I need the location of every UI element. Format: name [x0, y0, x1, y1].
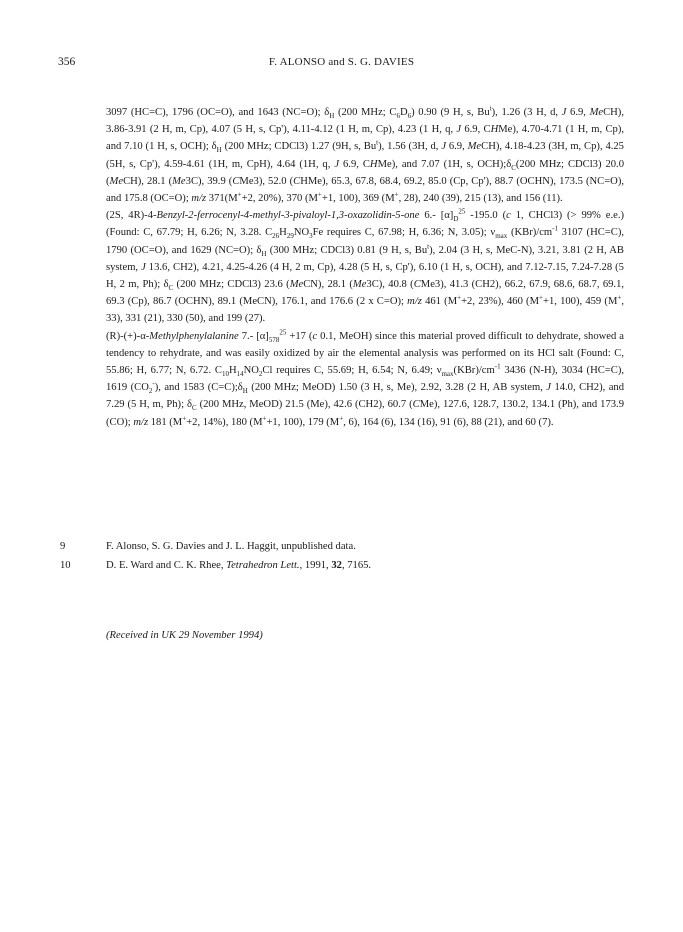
text-run: 2: [148, 387, 153, 396]
text-run: NO: [293, 227, 310, 239]
text-run: J: [546, 382, 551, 394]
text-run: , 1991,: [299, 560, 332, 571]
text-run: -195.0 (: [465, 210, 507, 222]
text-run: H: [490, 124, 499, 136]
text-run: Methylphenylalanine: [149, 330, 239, 342]
text-run: 0.1, MeOH) since this material proved difficult to dehydrate, showed a tendency to rehydrate, and was easily oxidized by air the elemental analysis was performed on its HCl salt (Found: C, 55.86; H, 6.77; N, 6.72. C: [106, 330, 624, 377]
text-run: (200 MHz; CDCl3) 1.27 (9H, s, Bu: [221, 141, 377, 153]
text-run: 578: [268, 335, 280, 344]
text-run: ), 1.26 (3 H, d,: [491, 107, 562, 118]
text-run: +1, 100), 179 (M: [266, 416, 340, 428]
reference-item: [60, 556, 624, 575]
text-run: 2: [258, 370, 263, 379]
text-run: 3436 (N-H), 3034 (HC=C), 1619 (CO: [106, 365, 624, 394]
text-run: 32: [331, 560, 342, 571]
text-run: +: [617, 293, 622, 302]
running-title: F. ALONSO and S. G. DAVIES: [268, 56, 415, 68]
text-run: J: [456, 124, 462, 136]
paragraph: [106, 207, 624, 327]
text-run: (KBr)/cm: [507, 227, 553, 239]
text-run: H: [216, 146, 222, 155]
text-run: 461 (M: [421, 296, 458, 308]
text-run: J: [334, 158, 340, 170]
text-run: 3C), 39.9 (: [185, 175, 233, 187]
text-run: +: [539, 293, 543, 302]
text-run: H: [242, 387, 248, 396]
text-run: t: [489, 104, 492, 113]
text-run: H: [369, 158, 378, 170]
text-run: D. E. Ward and C. K. Rhee,: [106, 560, 227, 571]
text-run: 7.- [α]: [238, 330, 269, 342]
text-run: D: [399, 107, 408, 118]
text-run: +17 (: [286, 330, 313, 342]
text-run: Cl requires C, 55.69; H, 6.54; N, 6.49; ν: [262, 365, 442, 377]
text-run: C: [511, 163, 516, 172]
text-run: +: [317, 190, 322, 199]
running-header: [0, 56, 683, 72]
text-run: -: [152, 379, 155, 388]
text-run: ), 2.04 (3 H, s, MeC-N), 3.21, 3.81 (2 H, AB system,: [106, 244, 624, 273]
text-run: +: [339, 414, 344, 423]
paragraph: [106, 104, 624, 207]
text-run: (2S, 4R)-4-: [106, 210, 157, 222]
text-run: ) 0.90 (9 H, s, Bu: [411, 107, 490, 118]
text-run: 6: [396, 112, 400, 121]
text-run: 3097 (HC=C), 1796 (OC=O), and 1643 (NC=O); δ: [106, 107, 330, 118]
text-run: 371(M: [206, 193, 238, 205]
text-run: Me3), 41.3 (CH2), 66.2, 67.9, 68.6, 68.7, 69.1, 69.3 (Cp), 86.7 (OCHN), 89.1 (MeCN), 176.1, and 176.6 (2 x C=O);: [106, 279, 625, 308]
text-run: CH), 28.1 (: [123, 175, 173, 187]
text-run: CH), 3.86-3.91 (2 H, m, Cp), 4.07 (5 H, s, Cp'), 4.11-4.12 (1 H, m, Cp), 4.23 (1 H, q,: [106, 107, 624, 136]
text-run: , 28), 240 (39), 215 (13), and 156 (11).: [398, 193, 563, 205]
text-run: H: [329, 112, 335, 121]
text-run: ), 1.56 (3H, d,: [378, 141, 442, 153]
text-run: (200 MHz; C: [334, 107, 397, 118]
text-run: Me), 4.70-4.71 (1 H, m, Cp), and 7.10 (1 H, s, OCH); δ: [106, 124, 624, 153]
text-run: +: [394, 190, 399, 199]
text-run: max: [495, 232, 508, 241]
text-run: t: [376, 138, 379, 147]
text-run: (200 MHz, MeOD) 21.5 (Me), 42.6 (CH2), 60.7 (: [196, 399, 413, 411]
text-run: 6.9,: [566, 107, 590, 118]
text-run: Me: [109, 175, 124, 187]
text-run: +2, 14%), 180 (M: [186, 416, 263, 428]
text-run: C: [168, 284, 174, 293]
text-run: Fe requires C, 67.98; H, 6.36; N, 3.05); ν: [312, 227, 496, 239]
text-run: max: [441, 370, 454, 379]
text-run: 29: [286, 232, 294, 241]
text-run: (R)-(+)-α-: [106, 330, 150, 342]
text-run: CN), 28.1 (: [303, 279, 353, 291]
text-run: +: [262, 414, 267, 423]
text-run: 25: [458, 207, 466, 216]
text-run: c: [506, 210, 511, 222]
text-run: Me: [289, 279, 304, 291]
text-run: +1, 100), 369 (M: [321, 193, 395, 205]
text-run: 13.6, CH2), 4.21, 4.25-4.26 (4 H, 2 m, Cp), 4.28 (5 H, s, Cp'), 6.10 (1 H, s, OCH), and 7.12-7.15, 7.24-7.28 (5 H, 2 m, Ph); δ: [106, 261, 624, 291]
experimental-text: [106, 104, 624, 431]
text-run: 3107 (HC=C), 1790 (OC=O), and 1629 (NC=O); δ: [106, 227, 624, 256]
reference-text: [106, 537, 624, 556]
text-run: C: [413, 279, 421, 291]
text-run: 6: [407, 112, 412, 121]
text-run: +: [237, 190, 242, 199]
text-run: Me), 127.6, 128.7, 130.2, 134.1 (Ph), and 173.9 (CO);: [106, 399, 624, 428]
text-run: , 6), 164 (6), 134 (16), 91 (6), 88 (21), and 60 (7).: [343, 416, 554, 428]
text-run: 6.9,: [446, 141, 468, 153]
text-run: 14.0, CH2), and 7.29 (5 H, m, Ph); δ: [106, 382, 624, 411]
text-run: +2, 20%), 370 (M: [241, 193, 318, 205]
text-run: Me: [172, 175, 186, 187]
text-run: c: [312, 330, 318, 342]
text-run: Me), and 7.07 (1H, s, OCH);δ: [377, 158, 512, 170]
text-run: H: [261, 249, 267, 258]
text-run: C: [412, 399, 420, 411]
text-run: H: [279, 227, 287, 239]
text-run: 6.- [α]: [419, 210, 454, 222]
reference-number: 10: [60, 560, 71, 571]
text-run: Tetrahedron Lett.: [226, 560, 300, 571]
text-run: (300 MHz; CDCl3) 0.81 (9 H, s, Bu: [266, 244, 428, 256]
text-run: C: [293, 175, 301, 187]
text-run: t: [427, 242, 430, 251]
text-run: C: [232, 175, 240, 187]
text-run: Me3), 52.0 (: [239, 175, 294, 187]
reference-number: 9: [60, 541, 66, 552]
text-run: 1, CHCl3) (> 99% e.e.) (Found: C, 67.79; H, 6.26; N, 3.28. C: [106, 210, 624, 239]
text-run: 25: [279, 328, 287, 337]
text-run: +: [457, 293, 462, 302]
text-run: J: [561, 107, 567, 118]
text-run: (200 MHz; MeOD) 1.50 (3 H, s, Me), 2.92, 3.28 (2 H, AB system,: [247, 382, 547, 394]
text-run: -1: [552, 224, 558, 233]
text-run: 26: [272, 232, 280, 241]
text-run: Me: [352, 279, 367, 291]
reference-item: [60, 537, 624, 556]
text-run: C: [191, 404, 197, 413]
text-run: Benzyl-2-ferrocenyl-4-methyl-3-pivaloyl-1,3-oxazolidin-5-one: [156, 210, 420, 222]
paragraph: [106, 328, 624, 431]
text-run: -1: [494, 362, 501, 371]
text-run: H: [228, 365, 237, 377]
text-run: (200 MHz; CDCl3) 23.6 (: [173, 279, 290, 291]
received-date: (Received in UK 29 November 1994): [106, 630, 263, 641]
text-run: m/z: [191, 193, 207, 205]
text-run: ), and 1583 (C=C);δ: [154, 382, 243, 394]
text-run: +: [182, 414, 187, 423]
text-run: D: [453, 215, 459, 224]
text-run: 3: [309, 232, 313, 241]
text-run: Me: [467, 141, 482, 153]
text-run: m/z: [407, 296, 422, 308]
text-run: (KBr)/cm: [453, 365, 495, 377]
text-run: 181 (M: [148, 416, 183, 428]
text-run: J: [441, 141, 447, 153]
text-run: , 7165.: [341, 560, 372, 571]
text-run: +1, 100), 459 (M: [542, 296, 618, 308]
text-run: 3C), 40.8 (: [366, 279, 414, 291]
text-run: NO: [243, 365, 259, 377]
text-run: HMe), 65.3, 67.8, 68.4, 69.2, 85.0 (Cp, Cp'), 88.7 (OCHN), 173.5 (NC=O), and 175.8 (OC=O);: [106, 175, 625, 205]
text-run: F. Alonso, S. G. Davies and J. L. Haggit, unpublished data.: [106, 541, 356, 552]
text-run: J: [141, 261, 146, 273]
text-run: CH), 4.18-4.23 (3H, m, Cp), 4.25 (5H, s, Cp'), 4.59-4.61 (1H, m, CpH), 4.64 (1H, q,: [106, 141, 624, 170]
text-run: 6.9, C: [461, 124, 491, 136]
page-number: 356: [58, 56, 76, 68]
text-run: 10: [221, 370, 229, 379]
references-list: [60, 537, 624, 575]
text-run: (200 MHz; CDCl3) 20.0 (: [106, 158, 625, 187]
text-run: m/z: [133, 416, 149, 428]
text-run: Me: [589, 107, 604, 118]
text-run: 6.9, C: [339, 158, 370, 170]
text-run: 14: [236, 370, 244, 379]
text-run: +2, 23%), 460 (M: [461, 296, 540, 308]
reference-text: [106, 556, 624, 575]
text-run: , 33), 331 (21), 330 (50), and 199 (27).: [106, 296, 624, 325]
